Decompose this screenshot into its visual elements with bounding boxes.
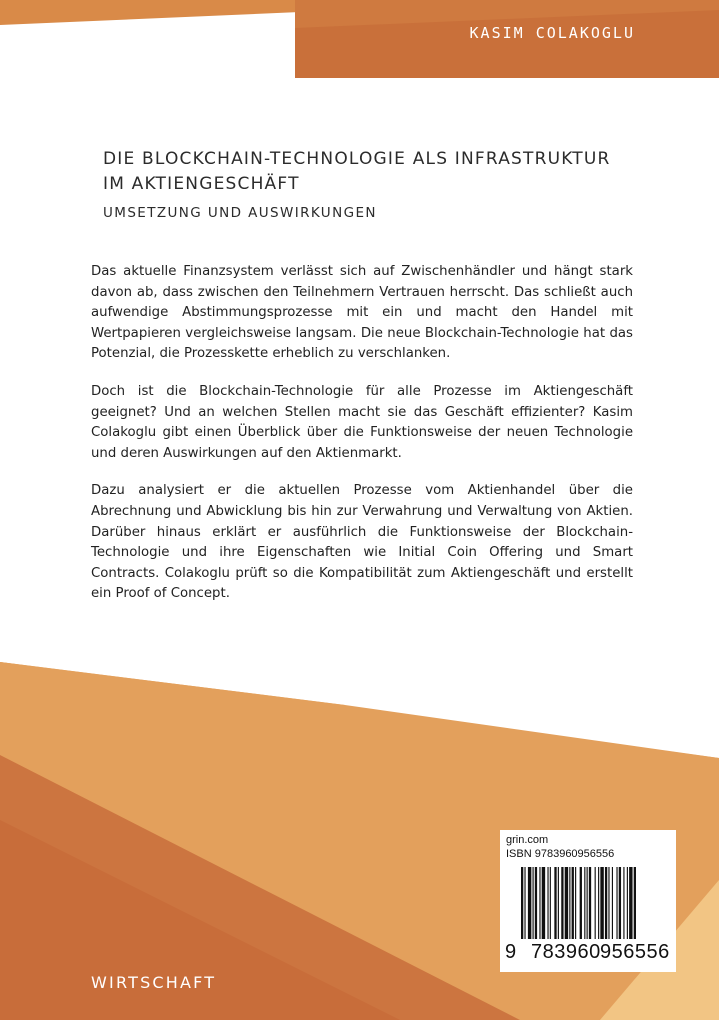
barcode-bar [589, 867, 591, 939]
barcode-bar [584, 867, 585, 939]
barcode-bar [623, 867, 624, 939]
blurb-paragraph: Doch ist die Blockchain-Technologie für alle Prozesse im Aktiengeschäft geeignet? Und an welchen Stellen macht sie das Geschäft effizienter? Kasim Colakoglu gibt einen Überblick über die Funktionsweise der neuen Technologie und deren Auswirkungen auf den Aktienmarkt. [91, 383, 633, 461]
barcode-bar [575, 867, 576, 939]
barcode-bar [558, 867, 559, 939]
barcode-bar [569, 867, 570, 939]
barcode-bar [547, 867, 548, 939]
blurb-paragraph: Das aktuelle Finanzsystem verlässt sich auf Zwischenhändler und hängt stark davon ab, dass zwischen den Teilnehmern Vertrauen herrscht. Das schließt auch aufwendige Abstimmungsprozesse mit ein und macht den Handel mit Wertpapieren vergleichsweise langsam. Die neue Blockchain-Technologie hat das Potenzial, die Prozesskette erheblich zu verschlanken. [91, 264, 633, 362]
barcode-digit-first: 9 [505, 941, 517, 963]
barcode-bar [535, 867, 537, 939]
top-band-light [0, 0, 300, 25]
book-title: DIE BLOCKCHAIN-TECHNOLOGIE ALS INFRASTRUKTUR IM AKTIENGESCHÄFT [103, 149, 611, 194]
barcode-bar [539, 867, 540, 939]
barcode-bar [572, 867, 574, 939]
barcode-bar [580, 867, 582, 939]
barcode-bar [587, 867, 588, 939]
blurb-paragraph: Dazu analysiert er die aktuellen Prozesse vom Aktienhandel über die Abrechnung und Abwicklung bis hin zur Verwahrung und Verwaltung von Aktien. Darüber hinaus erklärt er ausführlich die Funktionsweise der Blockchain-Technologie und ihre Eigenschaften wie Initial Coin Offering und Smart Contracts. Colakoglu prüft so die Kompatibilität zum Aktiengeschäft und erstellt ein Proof of Concept. [91, 483, 633, 602]
barcode-bar [561, 867, 563, 939]
author-name: KASIM COLAKOGLU [469, 24, 635, 42]
barcode-bar [608, 867, 609, 939]
category-label: WIRTSCHAFT [91, 973, 217, 992]
barcode-bar [600, 867, 603, 939]
barcode-bar [629, 867, 632, 939]
barcode-bar [595, 867, 596, 939]
barcode-bars [503, 867, 673, 945]
barcode-bar [528, 867, 531, 939]
book-subtitle: UMSETZUNG UND AUSWIRKUNGEN [103, 205, 377, 221]
barcode-bar [550, 867, 551, 939]
barcode-bar [612, 867, 613, 939]
barcode-bar [616, 867, 617, 939]
barcode-bar [521, 867, 523, 939]
blurb [91, 262, 633, 622]
barcode-block [503, 834, 673, 969]
barcode-bar [565, 867, 568, 939]
barcode-bar [605, 867, 607, 939]
barcode-bar [533, 867, 534, 939]
barcode-bar [542, 867, 545, 939]
barcode-bar [524, 867, 525, 939]
barcode-digits-right: 956556 [600, 941, 670, 963]
barcode-bar [619, 867, 621, 939]
publisher-site: grin.com [506, 834, 549, 846]
barcode-bar [634, 867, 636, 939]
barcode-bar [627, 867, 628, 939]
isbn-label: ISBN 9783960956556 [506, 848, 615, 860]
barcode-bar [554, 867, 556, 939]
barcode-bar [598, 867, 599, 939]
barcode-digits-left: 783960 [531, 941, 601, 963]
